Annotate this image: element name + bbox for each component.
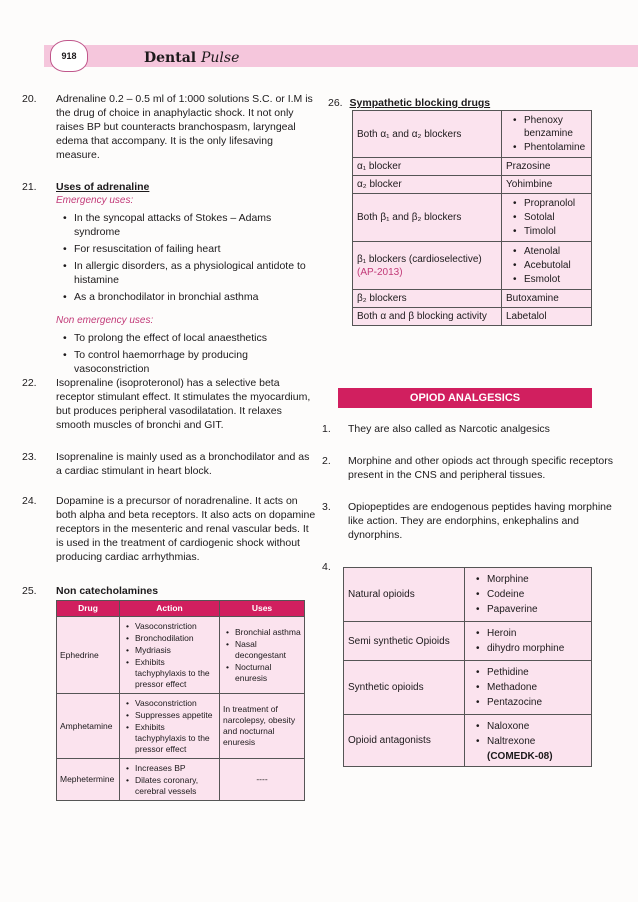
list-item: • Vasoconstriction (135, 621, 216, 632)
item-number: 23. (22, 451, 37, 463)
table-row (57, 759, 305, 801)
column-header: Action (120, 601, 220, 617)
item-number: 4. (322, 561, 331, 573)
list-item: • Suppresses appetite (135, 710, 216, 721)
class-cell: Natural opioids (344, 568, 465, 622)
exam-note: (COMEDK-08) (487, 751, 553, 762)
opioid-classification-table (343, 567, 592, 767)
item-20 (22, 92, 317, 162)
uses-cell (220, 617, 305, 694)
brand-part1: Dental (144, 50, 201, 66)
list-item: • To prolong the effect of local anaesthetics (74, 331, 317, 345)
item-text: Dopamine is a precursor of noradrenaline. It acts on both alpha and beta receptors. It also acts on dopamine receptors in the mesenteric and renal vascular beds. It is used in the treatment of cardiogenic shock without producing cardiac arrhythmias. (56, 495, 316, 563)
list-item: • In the syncopal attacks of Stokes – Adams syndrome (74, 211, 317, 239)
list-item: • Esmolot (524, 273, 587, 286)
opioid-item-3 (322, 500, 617, 542)
table-row (57, 694, 305, 759)
drug-cell (502, 242, 592, 290)
list-item: • Morphine (487, 573, 587, 586)
table-row (57, 617, 305, 694)
table-row (353, 290, 592, 308)
list-item: • Nocturnal enuresis (235, 662, 301, 684)
list-item: • dihydro morphine (487, 642, 587, 655)
list-item: • Acebutolal (524, 259, 587, 272)
action-cell (120, 759, 220, 801)
class-cell: β₂ blockers (353, 290, 502, 308)
item-22 (22, 376, 317, 432)
header-band (44, 45, 638, 67)
class-cell (353, 242, 502, 290)
drug-cell: Mephetermine (57, 759, 120, 801)
column-header: Drug (57, 601, 120, 617)
item-25 (22, 584, 317, 598)
sympathetic-blocking-table (352, 110, 592, 326)
item-24 (22, 494, 317, 564)
list-item: • Pentazocine (487, 696, 587, 709)
tooth-page-badge (50, 40, 88, 72)
class-cell: Opioid antagonists (344, 715, 465, 767)
list-item: • As a bronchodilator in bronchial asthma (74, 290, 317, 304)
item-number: 25. (22, 585, 37, 597)
class-label: β₁ blockers (cardioselective) (357, 253, 482, 265)
drug-cell: Prazosine (502, 158, 592, 176)
list-item: • Nasal decongestant (235, 639, 301, 661)
emergency-list (56, 211, 317, 304)
table-row (353, 308, 592, 326)
drug-cell (465, 622, 592, 661)
list-item: • For resuscitation of failing heart (74, 242, 317, 256)
table-row (344, 622, 592, 661)
opioid-analgesics-header: OPIOD ANALGESICS (338, 388, 592, 408)
opioid-item-1 (322, 422, 617, 436)
table-row (353, 111, 592, 158)
table-row (353, 194, 592, 242)
class-cell: Synthetic opioids (344, 661, 465, 715)
table-row (344, 661, 592, 715)
list-item: • Phenoxy benzamine (524, 114, 587, 140)
brand-title (144, 50, 239, 66)
brand-part2: Pulse (200, 50, 240, 66)
list-item: • Methadone (487, 681, 587, 694)
list-item: • Bronchial asthma (235, 627, 301, 638)
drug-cell: Yohimbine (502, 176, 592, 194)
list-item: • Exhibits tachyphylaxis to the pressor effect (135, 722, 216, 755)
drug-cell (465, 661, 592, 715)
item-number: 20. (22, 93, 37, 105)
list-item: • Heroin (487, 627, 587, 640)
drug-cell: Amphetamine (57, 694, 120, 759)
list-item: • Papaverine (487, 603, 587, 616)
class-cell: α₂ blocker (353, 176, 502, 194)
item-text: Adrenaline 0.2 – 0.5 ml of 1:000 solutions S.C. or I.M is the drug of choice in anaphylactic shock. It not only raises BP but counteracts branchospasm, laryngeal edema that accompany. It is the only lifesaving measure. (56, 93, 313, 161)
list-item: • In allergic disorders, as a physiological antidote to histamine (74, 259, 317, 287)
non-emergency-list (56, 331, 317, 376)
opioid-item-2 (322, 454, 617, 482)
exam-note: (AP-2013) (357, 266, 403, 278)
list-item: • Increases BP (135, 763, 216, 774)
item-text: Opiopeptides are endogenous peptides having morphine like action. They are endorphins, enkephalins and dynorphins. (348, 501, 612, 541)
action-cell (120, 694, 220, 759)
drug-cell: Ephedrine (57, 617, 120, 694)
table-row (353, 176, 592, 194)
item-number: 1. (322, 423, 331, 435)
class-cell: Both α and β blocking activity (353, 308, 502, 326)
list-item: • Codeine (487, 588, 587, 601)
column-header: Uses (220, 601, 305, 617)
item-text: Isoprenaline is mainly used as a bronchodilator and as a cardiac stimulant in heart block. (56, 451, 310, 477)
list-item: • Naltrexone (487, 735, 587, 748)
drug-cell: Butoxamine (502, 290, 592, 308)
table-row (353, 158, 592, 176)
item-21 (22, 180, 317, 379)
table-row (344, 715, 592, 767)
item-number: 2. (322, 455, 331, 467)
list-item: • Naloxone (487, 720, 587, 733)
item-number: 21. (22, 181, 37, 193)
uses-cell: In treatment of narcolepsy, obesity and nocturnal enuresis (220, 694, 305, 759)
list-item: • To control haemorrhage by producing vasoconstriction (74, 348, 317, 376)
class-cell: Both α₁ and α₂ blockers (353, 111, 502, 158)
section-title: Uses of adrenaline (56, 181, 150, 193)
section-title: Sympathetic blocking drugs (349, 97, 491, 109)
item-text: Morphine and other opiods act through specific receptors present in the CNS and peripheral tissues. (348, 455, 613, 481)
list-item: • Vasoconstriction (135, 698, 216, 709)
list-item: • Sotolal (524, 211, 587, 224)
list-item: • Atenolal (524, 245, 587, 258)
list-item: • Exhibits tachyphylaxis to the pressor effect (135, 657, 216, 690)
class-cell: Semi synthetic Opioids (344, 622, 465, 661)
emergency-label: Emergency uses: (56, 195, 134, 206)
class-cell: α₁ blocker (353, 158, 502, 176)
list-item: • Phentolamine (524, 141, 587, 154)
list-item: • Timolol (524, 225, 587, 238)
item-text: They are also called as Narcotic analgesics (348, 423, 550, 435)
drug-cell (502, 111, 592, 158)
list-item: • Bronchodilation (135, 633, 216, 644)
non-emergency-label: Non emergency uses: (56, 315, 154, 326)
action-cell (120, 617, 220, 694)
list-item: • Mydriasis (135, 645, 216, 656)
table-row (353, 242, 592, 290)
item-text: Isoprenaline (isoproteronol) has a selective beta receptor stimulant effect. It stimulates the myocardium, but produces peripheral vasodilatation. It relaxes smooth muscles of bronchi and GIT. (56, 377, 311, 431)
page-number: 918 (61, 51, 77, 61)
section-title: Non catecholamines (56, 585, 159, 597)
list-item: • Propranolol (524, 197, 587, 210)
drug-cell (502, 194, 592, 242)
non-catecholamines-table (56, 600, 305, 801)
class-cell: Both β₁ and β₂ blockers (353, 194, 502, 242)
item-number: 24. (22, 495, 37, 507)
item-number: 26. (328, 97, 343, 109)
item-23 (22, 450, 317, 478)
table-row (344, 568, 592, 622)
list-item: • Pethidine (487, 666, 587, 679)
item-number: 22. (22, 377, 37, 389)
drug-cell (465, 568, 592, 622)
uses-cell: ---- (220, 759, 305, 801)
item-number: 3. (322, 501, 331, 513)
list-item: • Dilates coronary, cerebral vessels (135, 775, 216, 797)
drug-cell: Labetalol (502, 308, 592, 326)
drug-cell (465, 715, 592, 767)
item-26 (328, 96, 608, 110)
